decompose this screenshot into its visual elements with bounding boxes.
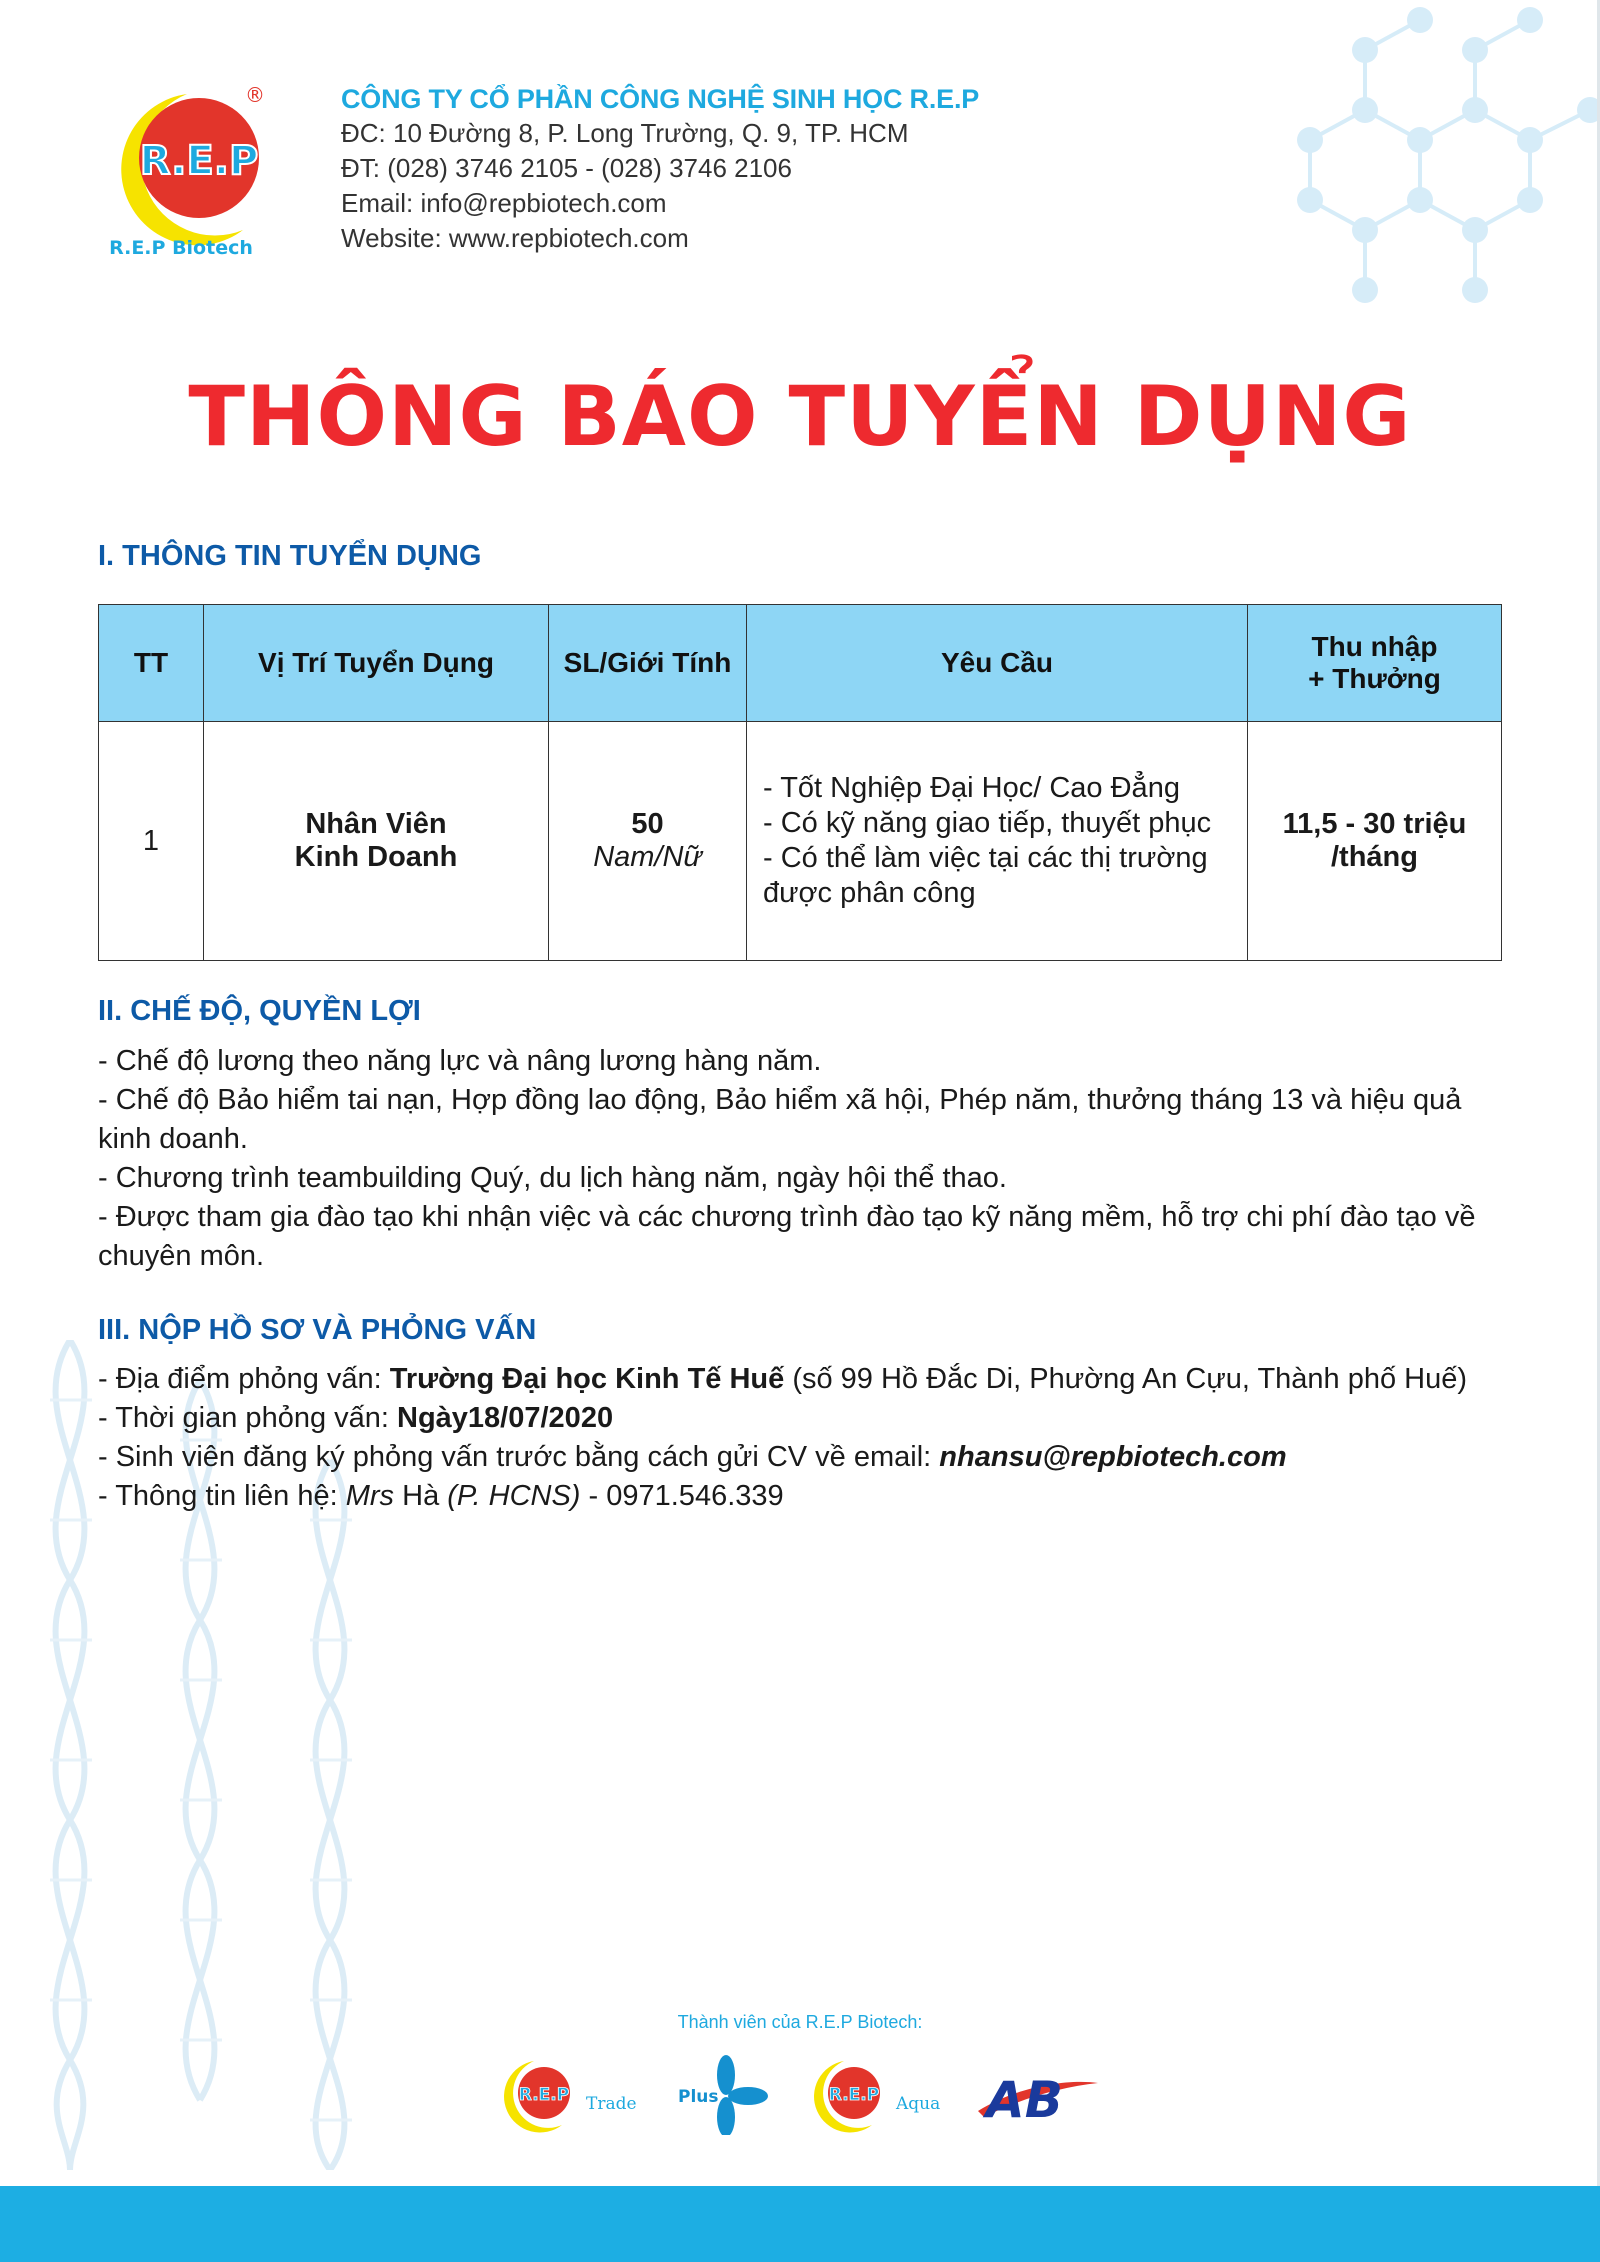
qty-value: 50 [631,808,664,840]
section-heading-application: III. NỘP HỒ SƠ VÀ PHỎNG VẤN [98,1314,537,1346]
interview-time [98,1399,1518,1438]
table-row [99,722,1502,961]
rep-aqua-logo [814,2061,940,2132]
footer-band [0,2186,1600,2262]
molecule-decoration [1270,0,1600,330]
header-position: Vị Trí Tuyển Dụng [204,605,549,722]
income-line2: /tháng [1331,841,1418,873]
logo-caption: R.E.P Biotech [109,237,253,259]
time-label: - Thời gian phỏng vấn: [98,1402,398,1434]
header-income-line1: Thu nhập [1311,631,1438,662]
gender-value: Nam/Nữ [593,841,702,873]
cell-income [1248,722,1502,961]
contact-info [98,1477,1518,1516]
rep-aqua-suffix: Aqua [896,2094,941,2114]
table-header-row [99,605,1502,722]
section-heading-benefits: II. CHẾ ĐỘ, QUYỀN LỢI [98,995,421,1027]
ab-logo [978,2071,1098,2129]
requirement-item: - Có thể làm việc tại các thị trường [763,842,1208,874]
cell-tt: 1 [99,722,204,961]
rep-biotech-logo [95,82,275,262]
income-line1: 11,5 - 30 triệu [1282,808,1467,840]
rep-trade-text: R.E.P [518,2085,570,2105]
company-header [341,82,979,256]
contact-title: Mrs [345,1480,395,1512]
header-income [1248,605,1502,722]
ab-text: AB [986,2071,1063,2129]
register-label: - Sinh viên đăng ký phỏng vấn trước bằng cách gửi CV về email: [98,1441,940,1473]
rep-trade-suffix: Trade [586,2094,637,2114]
time-value: Ngày18/07/2020 [397,1402,614,1434]
benefit-item: - Chế độ lương theo năng lực và nâng lương hàng năm. [98,1045,822,1077]
requirement-item: - Có kỹ năng giao tiếp, thuyết phục [763,807,1212,839]
members-label: Thành viên của R.E.P Biotech: [677,2012,923,2032]
registration-info [98,1438,1518,1477]
registered-mark: ® [245,83,265,107]
position-line2: Kinh Doanh [294,841,458,873]
requirement-item: - Tốt Nghiệp Đại Học/ Cao Đẳng [763,772,1180,804]
company-address: ĐC: 10 Đường 8, P. Long Trường, Q. 9, TP. HCM [341,118,909,148]
register-email-link[interactable]: nhansu@repbiotech.com [939,1441,1287,1473]
contact-dept: (P. HCNS) [447,1480,581,1512]
page-title: THÔNG BÁO TUYỂN DỤNG [188,368,1412,465]
rep-trade-logo [504,2061,637,2132]
company-website[interactable]: Website: www.repbiotech.com [341,223,689,253]
location-detail: (số 99 Hồ Đắc Di, Phường An Cựu, Thành phố Huế) [784,1363,1468,1395]
contact-name: Hà [394,1480,448,1512]
benefit-item: - Chế độ Bảo hiểm tai nạn, Hợp đồng lao động, Bảo hiểm xã hội, Phép năm, thưởng tháng 13 và hiệu quả kinh doanh. [98,1084,1462,1155]
contact-phone: - 0971.546.339 [580,1480,784,1512]
recruitment-table [98,604,1502,961]
location-name: Trường Đại học Kinh Tế Huế [389,1363,785,1395]
plus-logo [678,2055,768,2135]
requirement-item: được phân công [763,877,976,909]
rep-aqua-text: R.E.P [828,2085,880,2105]
application-info [98,1360,1518,1516]
logo-text: R.E.P [139,138,259,184]
company-name: CÔNG TY CỔ PHẦN CÔNG NGHỆ SINH HỌC R.E.P [341,84,980,114]
benefit-item: - Chương trình teambuilding Quý, du lịch hàng năm, ngày hội thể thao. [98,1162,1007,1194]
interview-location [98,1360,1518,1399]
member-logos [500,2055,1100,2135]
benefits-list [98,1042,1518,1276]
company-email[interactable]: Email: info@repbiotech.com [341,188,667,218]
cell-requirements [747,722,1248,961]
company-phone: ĐT: (028) 3746 2105 - (028) 3746 2106 [341,153,792,183]
contact-label: - Thông tin liên hệ: [98,1480,346,1512]
section-heading-recruitment: I. THÔNG TIN TUYỂN DỤNG [98,540,482,572]
cell-qty-gender [549,722,747,961]
header-requirements: Yêu Cầu [747,605,1248,722]
plus-text: Plus [678,2087,719,2107]
benefit-item: - Được tham gia đào tạo khi nhận việc và các chương trình đào tạo kỹ năng mềm, hỗ trợ chi phí đào tạo về chuyên môn. [98,1201,1476,1272]
header-income-line2: + Thưởng [1308,663,1441,694]
header-tt: TT [99,605,204,722]
location-label: - Địa điểm phỏng vấn: [98,1363,390,1395]
header-qty-gender: SL/Giới Tính [549,605,747,722]
position-line1: Nhân Viên [305,808,447,840]
cell-position [204,722,549,961]
